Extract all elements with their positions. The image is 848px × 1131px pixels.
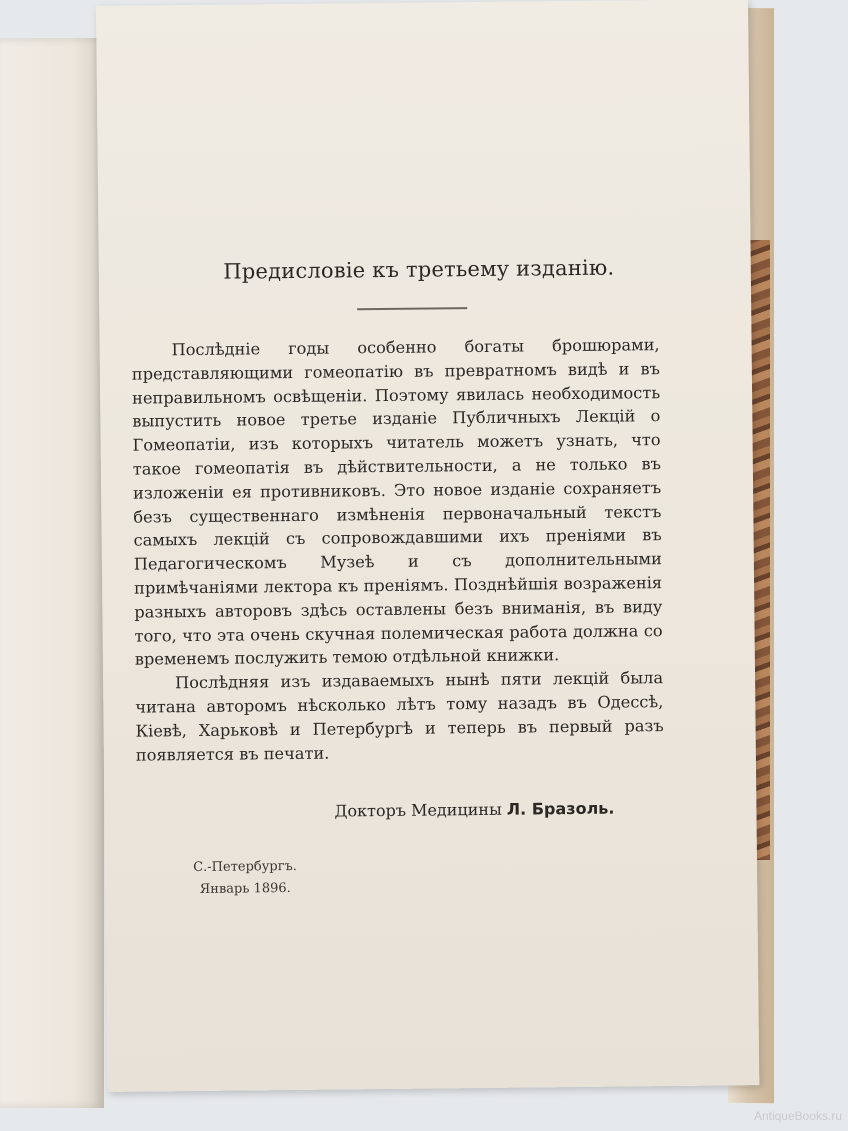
page-content: [96, 0, 759, 1092]
preface-text: [131, 333, 663, 767]
paragraph-2: Послѣдняя изъ издаваемыхъ нынѣ пяти лекцій была читана авторомъ нѣсколько лѣтъ тому назадъ въ Одессѣ, Кіевѣ, Харьковѣ и Петербургѣ и теперь въ первый разъ появляется въ печати.: [135, 668, 664, 765]
signature-prefix: Докторъ Медицины: [334, 799, 502, 821]
title-divider: [357, 307, 467, 310]
place-date: [165, 856, 325, 902]
book-page: [96, 0, 759, 1092]
signature-name: Л. Бразоль.: [506, 798, 615, 819]
paragraph-1: Послѣдніе годы особенно богаты брошюрами, представляющими гомеопатію въ превратномъ видѣ и въ неправильномъ освѣщеніи. Поэтому явилась необходимость выпустить новое третье изданіе Публичныхъ Лекцій о Гомеопатіи, изъ которыхъ читатель можетъ узнать, что такое гомеопатія въ дѣйствительности, а не только въ изложеніи ея противниковъ. Это новое изданіе сохраняетъ безъ существеннаго измѣненія первоначальный текстъ самыхъ лекцій съ сопровождавшими ихъ преніями въ Педагогическомъ Музеѣ и съ дополнительными примѣчаніями лектора къ преніямъ. Позднѣйшія возраженія разныхъ авторовъ здѣсь оставлены безъ вниманія, въ виду того, что эта очень скучная полемическая работа должна со временемъ послужить темою отдѣльной книжки.: [131, 335, 663, 669]
place: С.-Петербургъ.: [193, 858, 297, 876]
signature: [314, 799, 614, 821]
left-page: [0, 38, 104, 1108]
page-title: Предисловіе къ третьему изданію.: [223, 255, 615, 284]
watermark: AntiqueBooks.ru: [753, 1109, 842, 1123]
date: Январь 1896.: [199, 881, 291, 897]
